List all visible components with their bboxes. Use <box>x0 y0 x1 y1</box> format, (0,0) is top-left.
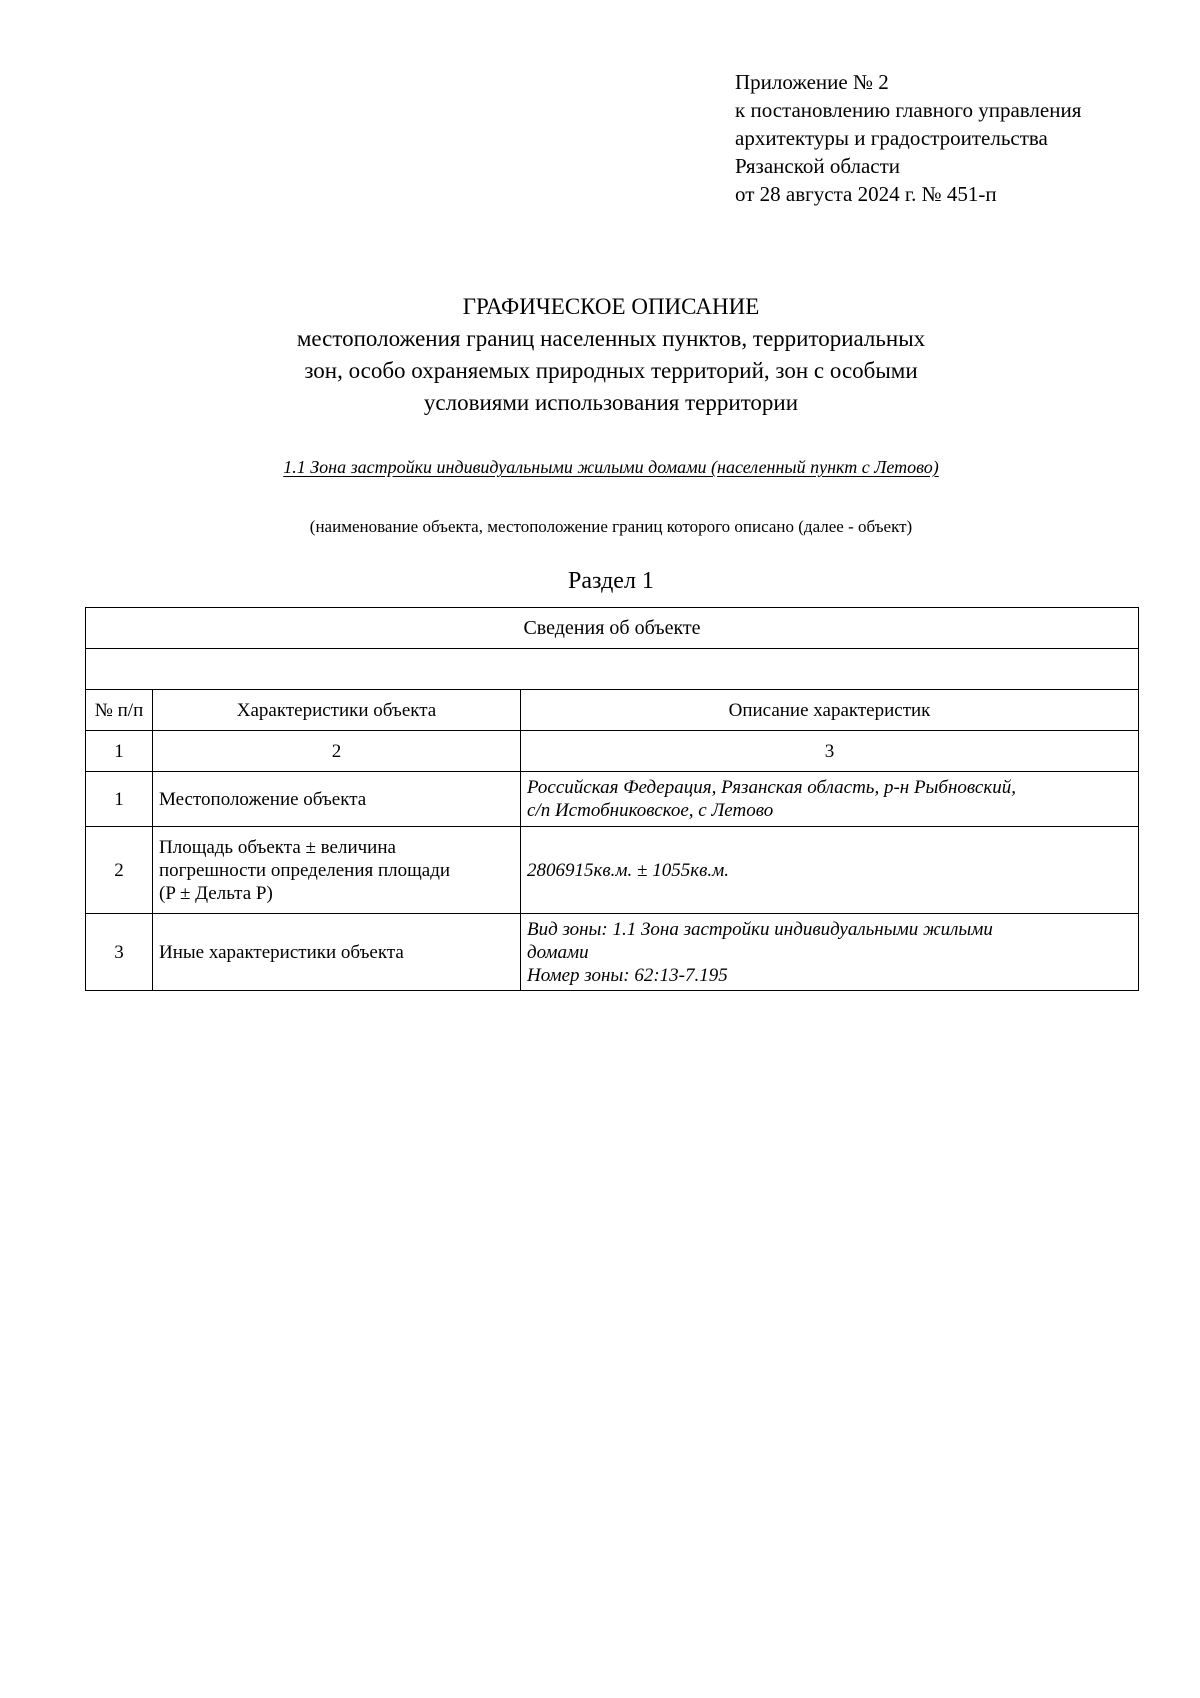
characteristic-line: (P ± Дельта P) <box>159 882 273 904</box>
description-line: Российская Федерация, Рязанская область, р-н Рыбновский, <box>527 777 1016 798</box>
row-characteristic <box>153 827 521 914</box>
table-row <box>86 914 1139 991</box>
description-line: домами <box>527 941 589 963</box>
appendix-line: к постановлению главного управления <box>735 98 1082 122</box>
table-column-headers <box>86 690 1139 731</box>
appendix-line: архитектуры и градостроительства <box>735 126 1048 150</box>
table-empty-row <box>86 649 1139 690</box>
column-number: 2 <box>153 731 521 772</box>
column-number: 3 <box>521 731 1139 772</box>
description-line: Номер зоны: 62:13-7.195 <box>527 964 728 986</box>
table-column-numbers <box>86 731 1139 772</box>
row-number: 1 <box>86 772 153 827</box>
column-header-number: № п/п <box>86 690 153 731</box>
description-line: Вид зоны: 1.1 Зона застройки индивидуальными жилыми <box>527 918 993 940</box>
description-line: 2806915кв.м. ± 1055кв.м. <box>527 859 729 881</box>
title-heading: ГРАФИЧЕСКОЕ ОПИСАНИЕ <box>462 294 760 319</box>
title-line: зон, особо охраняемых природных территорий, зон с особыми <box>304 358 918 383</box>
row-description <box>521 772 1139 827</box>
description-line: с/п Истобниковское, с Летово <box>527 800 774 821</box>
row-number: 2 <box>86 827 153 914</box>
characteristic-line: погрешности определения площади <box>159 859 451 881</box>
row-characteristic: Иные характеристики объекта <box>153 914 521 991</box>
column-header-characteristic: Характеристики объекта <box>153 690 521 731</box>
appendix-number: Приложение № 2 <box>735 70 889 94</box>
object-caption: (наименование объекта, местоположение границ которого описано (далее - объект) <box>309 517 913 536</box>
title-line: местоположения границ населенных пунктов, территориальных <box>296 326 926 351</box>
appendix-header <box>735 68 1175 208</box>
characteristic-line: Площадь объекта ± величина <box>159 836 396 858</box>
table-row <box>86 827 1139 914</box>
row-characteristic: Местоположение объекта <box>153 772 521 827</box>
row-description <box>521 827 1139 914</box>
object-name: 1.1 Зона застройки индивидуальными жилыми домами (населенный пункт с Летово) <box>283 457 939 477</box>
section-title: Раздел 1 <box>568 568 654 594</box>
title-line: условиями использования территории <box>423 390 799 415</box>
appendix-date: от 28 августа 2024 г. № 451-п <box>735 182 997 206</box>
column-header-description: Описание характеристик <box>521 690 1139 731</box>
table-row <box>86 772 1139 827</box>
appendix-line: Рязанской области <box>735 154 901 178</box>
table-header: Сведения об объекте <box>86 608 1139 649</box>
object-info-table <box>85 607 1139 991</box>
row-description <box>521 914 1139 991</box>
document-title <box>0 291 1200 419</box>
column-number: 1 <box>86 731 153 772</box>
row-number: 3 <box>86 914 153 991</box>
